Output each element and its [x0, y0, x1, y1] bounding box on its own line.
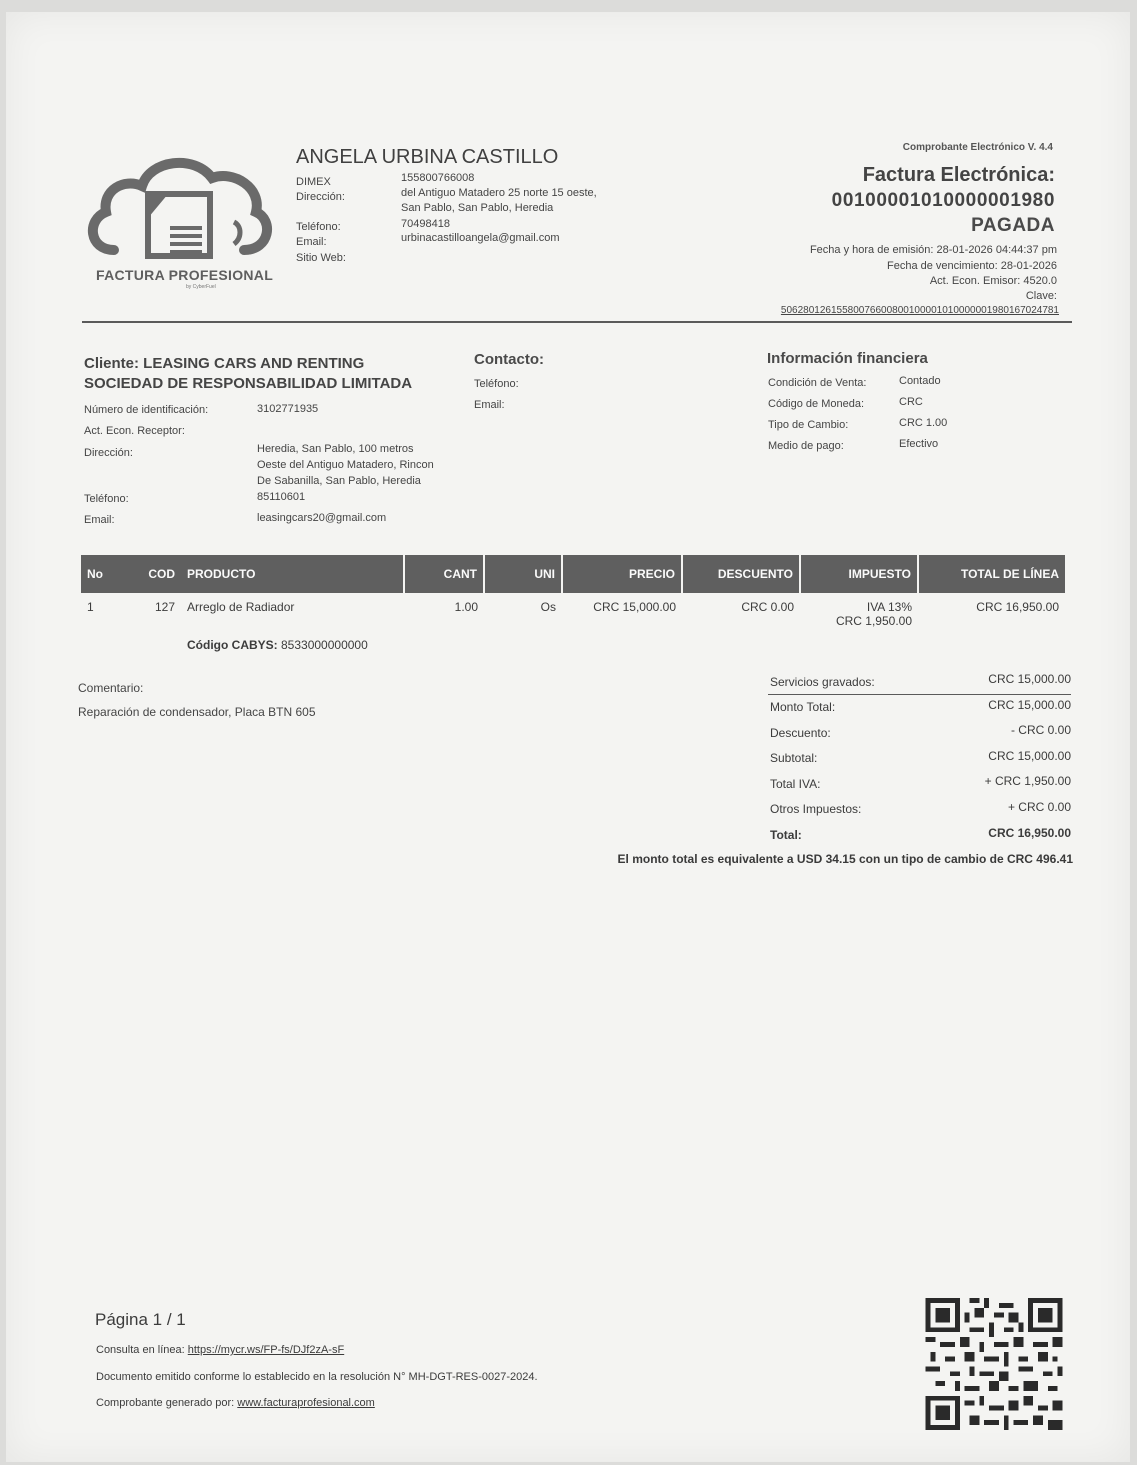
cliente-title-line1: Cliente: LEASING CARS AND RENTING: [84, 355, 365, 372]
col-precio: PRECIO: [562, 555, 682, 593]
cliente-id-value: 3102771935: [257, 403, 319, 415]
logo-sub-text: by CyberFuel: [186, 284, 216, 290]
cliente-act-label: Act. Econ. Receptor:: [84, 425, 185, 437]
col-cant: CANT: [404, 555, 484, 593]
monto-total-value: CRC 15,000.00: [988, 698, 1071, 712]
col-impuesto: IMPUESTO: [800, 555, 918, 593]
descuento-value: - CRC 0.00: [1010, 723, 1071, 737]
cabys-row: [81, 630, 1065, 654]
document-type-title: Factura Electrónica:: [862, 164, 1055, 186]
row-cod: 127: [154, 600, 175, 614]
status-badge: PAGADA: [971, 215, 1055, 236]
emisor-email-label: Email:: [296, 236, 327, 248]
condicion-venta-value: Contado: [899, 375, 941, 387]
items-table: [81, 555, 1065, 654]
medio-pago-value: Efectivo: [899, 438, 939, 450]
tipo-cambio-value: CRC 1.00: [899, 417, 948, 429]
col-cod: COD: [109, 555, 181, 593]
cliente-direccion-line2: Oeste del Antiguo Matadero, Rincon: [257, 459, 434, 471]
emisor-telefono-value: 70498418: [401, 218, 450, 230]
otros-impuestos-value: + CRC 0.00: [1007, 800, 1071, 814]
total-value: CRC 16,950.00: [988, 826, 1071, 840]
contacto-title: Contacto:: [474, 351, 544, 368]
descuento-label: Descuento:: [770, 726, 831, 740]
cliente-telefono-label: Teléfono:: [84, 493, 129, 505]
generado-label: Comprobante generado por:: [96, 1397, 235, 1409]
consulta-line: [96, 1344, 344, 1356]
emisor-direccion-line1: del Antiguo Matadero 25 norte 15 oeste,: [401, 187, 597, 199]
cliente-direccion-line1: Heredia, San Pablo, 100 metros: [257, 443, 414, 455]
emisor-dimex-value: 155800766008: [401, 172, 475, 184]
codigo-moneda-label: Código de Moneda:: [768, 398, 865, 410]
items-table-header: [81, 555, 1065, 593]
cliente-title-line2: SOCIEDAD DE RESPONSABILIDAD LIMITADA: [84, 375, 413, 392]
emisor-direccion-line2: San Pablo, San Pablo, Heredia: [401, 202, 554, 214]
total-iva-value: + CRC 1,950.00: [984, 774, 1071, 788]
medio-pago-label: Medio de pago:: [768, 440, 844, 452]
cliente-email-value: leasingcars20@gmail.com: [257, 512, 387, 524]
qr-code-icon: [924, 1298, 1064, 1430]
invoice-number: 00100001010000001980: [831, 190, 1055, 211]
emisor-telefono-label: Teléfono:: [296, 221, 341, 233]
codigo-moneda-value: CRC: [899, 396, 923, 408]
tipo-cambio-label: Tipo de Cambio:: [768, 419, 849, 431]
subtotal-label: Subtotal:: [770, 751, 818, 765]
cliente-direccion-label: Dirección:: [84, 447, 133, 459]
col-total: TOTAL DE LÍNEA: [918, 555, 1065, 593]
comentario-text: Reparación de condensador, Placa BTN 605: [78, 705, 316, 719]
clave-label: Clave:: [1025, 290, 1057, 302]
cabys-label: Código CABYS:: [187, 638, 278, 652]
col-uni: UNI: [484, 555, 562, 593]
consulta-label: Consulta en línea:: [96, 1344, 185, 1356]
fecha-emision: Fecha y hora de emisión: 28-01-2026 04:44:37 pm: [809, 244, 1057, 256]
emisor-email-value: urbinacastilloangela@gmail.com: [401, 232, 560, 244]
emisor-name: ANGELA URBINA CASTILLO: [296, 146, 559, 168]
cliente-telefono-value: 85110601: [257, 491, 306, 503]
emisor-sitioweb-label: Sitio Web:: [296, 252, 346, 264]
total-label: Total:: [770, 828, 802, 842]
table-row: [81, 593, 1065, 630]
emisor-dimex-label: DIMEX: [296, 176, 331, 188]
generado-line: [96, 1397, 375, 1409]
servicios-gravados-value: CRC 15,000.00: [988, 672, 1071, 686]
contacto-email-label: Email:: [474, 399, 505, 411]
logo-brand-text: FACTURA PROFESIONAL: [96, 267, 274, 283]
fecha-vencimiento: Fecha de vencimiento: 28-01-2026: [887, 260, 1057, 272]
emisor-direccion-label: Dirección:: [296, 191, 345, 203]
col-descuento: DESCUENTO: [682, 555, 800, 593]
clave-value: 50628012615580076600800100001010000001980167024781: [780, 305, 1059, 316]
page-number: Página 1 / 1: [95, 1310, 186, 1329]
cliente-title: [84, 354, 412, 394]
header-divider: [82, 321, 1072, 323]
act-econ-emisor: Act. Econ. Emisor: 4520.0: [929, 275, 1057, 287]
otros-impuestos-label: Otros Impuestos:: [770, 802, 862, 816]
row-uni: Os: [540, 600, 556, 614]
total-iva-label: Total IVA:: [770, 777, 821, 791]
row-producto: Arreglo de Radiador: [187, 600, 295, 614]
comentario-label: Comentario:: [78, 681, 144, 695]
monto-total-label: Monto Total:: [770, 700, 836, 714]
row-cant: 1.00: [454, 600, 478, 614]
condicion-venta-label: Condición de Venta:: [768, 377, 867, 389]
col-no: No: [81, 555, 109, 593]
row-impuesto-amount: CRC 1,950.00: [835, 614, 912, 628]
row-impuesto: [800, 593, 918, 630]
comprobante-version: Comprobante Electrónico V. 4.4: [902, 142, 1053, 153]
consulta-link[interactable]: https://mycr.ws/FP-fs/DJf2zA-sF: [187, 1344, 345, 1356]
row-descuento: CRC 0.00: [741, 600, 794, 614]
cabys-value: 8533000000000: [281, 638, 368, 652]
cloud-logo-icon: [84, 150, 274, 270]
row-no: 1: [87, 600, 94, 614]
cliente-id-label: Número de identificación:: [84, 404, 209, 416]
financiera-title: Información financiera: [767, 350, 928, 367]
totals-divider: [768, 694, 1071, 695]
col-producto: PRODUCTO: [181, 555, 404, 593]
contacto-telefono-label: Teléfono:: [474, 378, 519, 390]
resolucion-text: Documento emitido conforme lo establecido en la resolución N° MH-DGT-RES-0027-2024.: [96, 1371, 538, 1383]
equivalente-usd-note: El monto total es equivalente a USD 34.15 con un tipo de cambio de CRC 496.41: [617, 852, 1073, 866]
generado-link[interactable]: www.facturaprofesional.com: [237, 1397, 375, 1409]
subtotal-value: CRC 15,000.00: [988, 749, 1071, 763]
servicios-gravados-label: Servicios gravados:: [770, 675, 875, 689]
cliente-email-label: Email:: [84, 514, 115, 526]
row-impuesto-rate: IVA 13%: [866, 600, 912, 614]
cliente-direccion-line3: De Sabanilla, San Pablo, Heredia: [257, 475, 421, 487]
row-total: CRC 16,950.00: [976, 600, 1059, 614]
row-precio: CRC 15,000.00: [593, 600, 676, 614]
